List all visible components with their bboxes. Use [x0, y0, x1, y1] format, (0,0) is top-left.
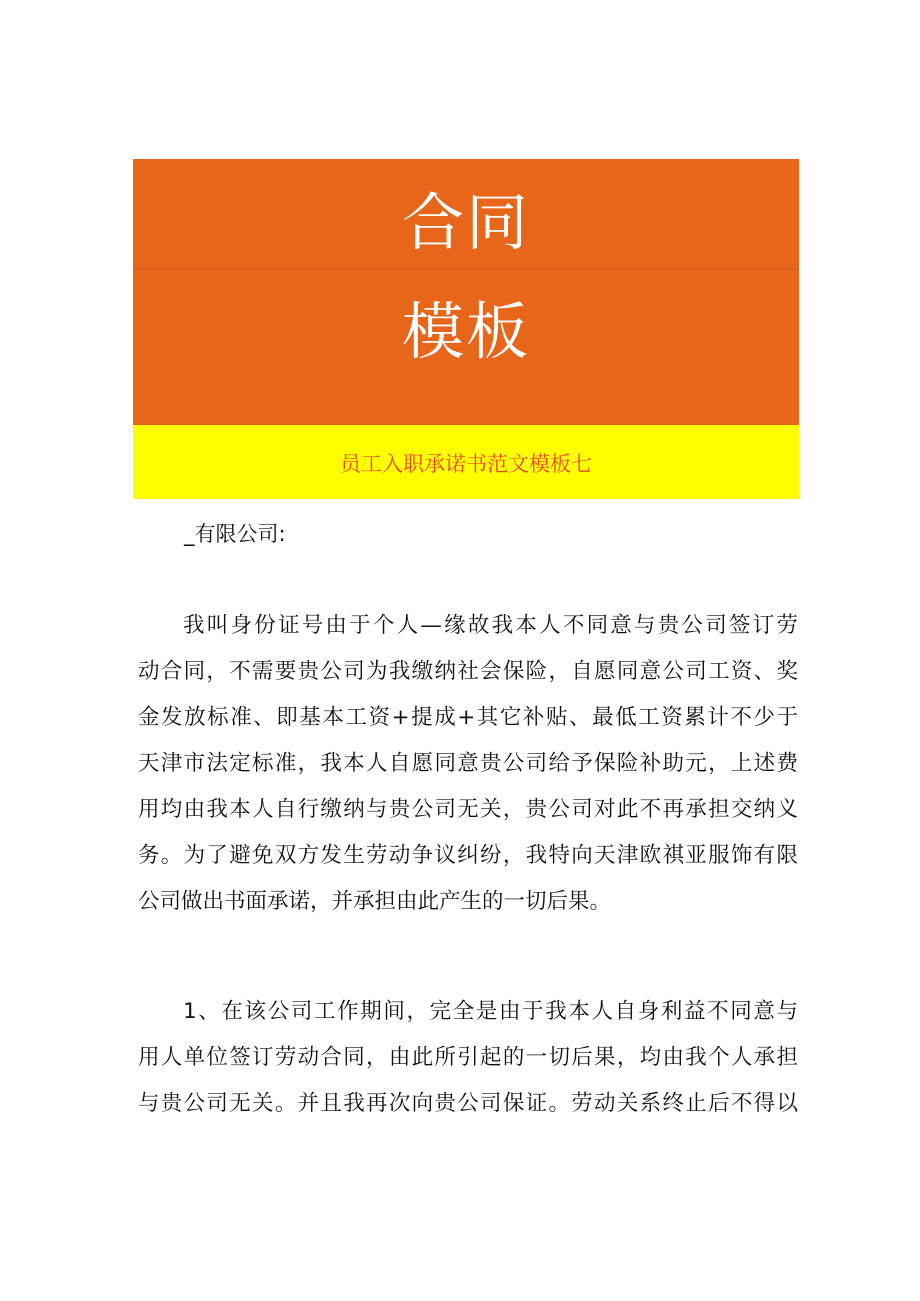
- paragraph-line: 动合同，不需要贵公司为我缴纳社会保险，自愿同意公司工资、奖: [138, 659, 798, 684]
- paragraph-1: [138, 603, 798, 925]
- paragraph-line: 公司做出书面承诺，并承担由此产生的一切后果。: [138, 889, 612, 914]
- subtitle-band: [133, 425, 799, 499]
- paragraph-line: 我叫身份证号由于个人—缘故我本人不同意与贵公司签订劳: [183, 613, 798, 638]
- paragraph-line: 用均由我本人自行缴纳与贵公司无关，贵公司对此不再承担交纳义: [138, 797, 798, 822]
- paragraph-line: 金发放标准、即基本工资+提成+其它补贴、最低工资累计不少于: [138, 705, 798, 730]
- paragraph-line: 1、在该公司工作期间，完全是由于我本人自身利益不同意与: [183, 999, 798, 1024]
- cover-title-line-2: 模板: [401, 295, 530, 368]
- cover-divider: [133, 269, 799, 270]
- paragraph-line: 务。为了避免双方发生劳动争议纠纷，我特向天津欧祺亚服饰有限: [138, 843, 798, 868]
- paragraph-line: 用人单位签订劳动合同，由此所引起的一切后果，均由我个人承担: [138, 1045, 798, 1070]
- paragraph-line: 与贵公司无关。并且我再次向贵公司保证。劳动关系终止后不得以: [138, 1091, 798, 1116]
- paragraph-line: 天津市法定标准，我本人自愿同意贵公司给予保险补助元，上述费: [138, 751, 798, 776]
- paragraph-2: [138, 989, 798, 1127]
- document-subtitle: 员工入职承诺书范文模板七: [340, 452, 592, 476]
- salutation: _有限公司:: [184, 522, 286, 546]
- cover-title-line-1: 合同: [401, 186, 530, 259]
